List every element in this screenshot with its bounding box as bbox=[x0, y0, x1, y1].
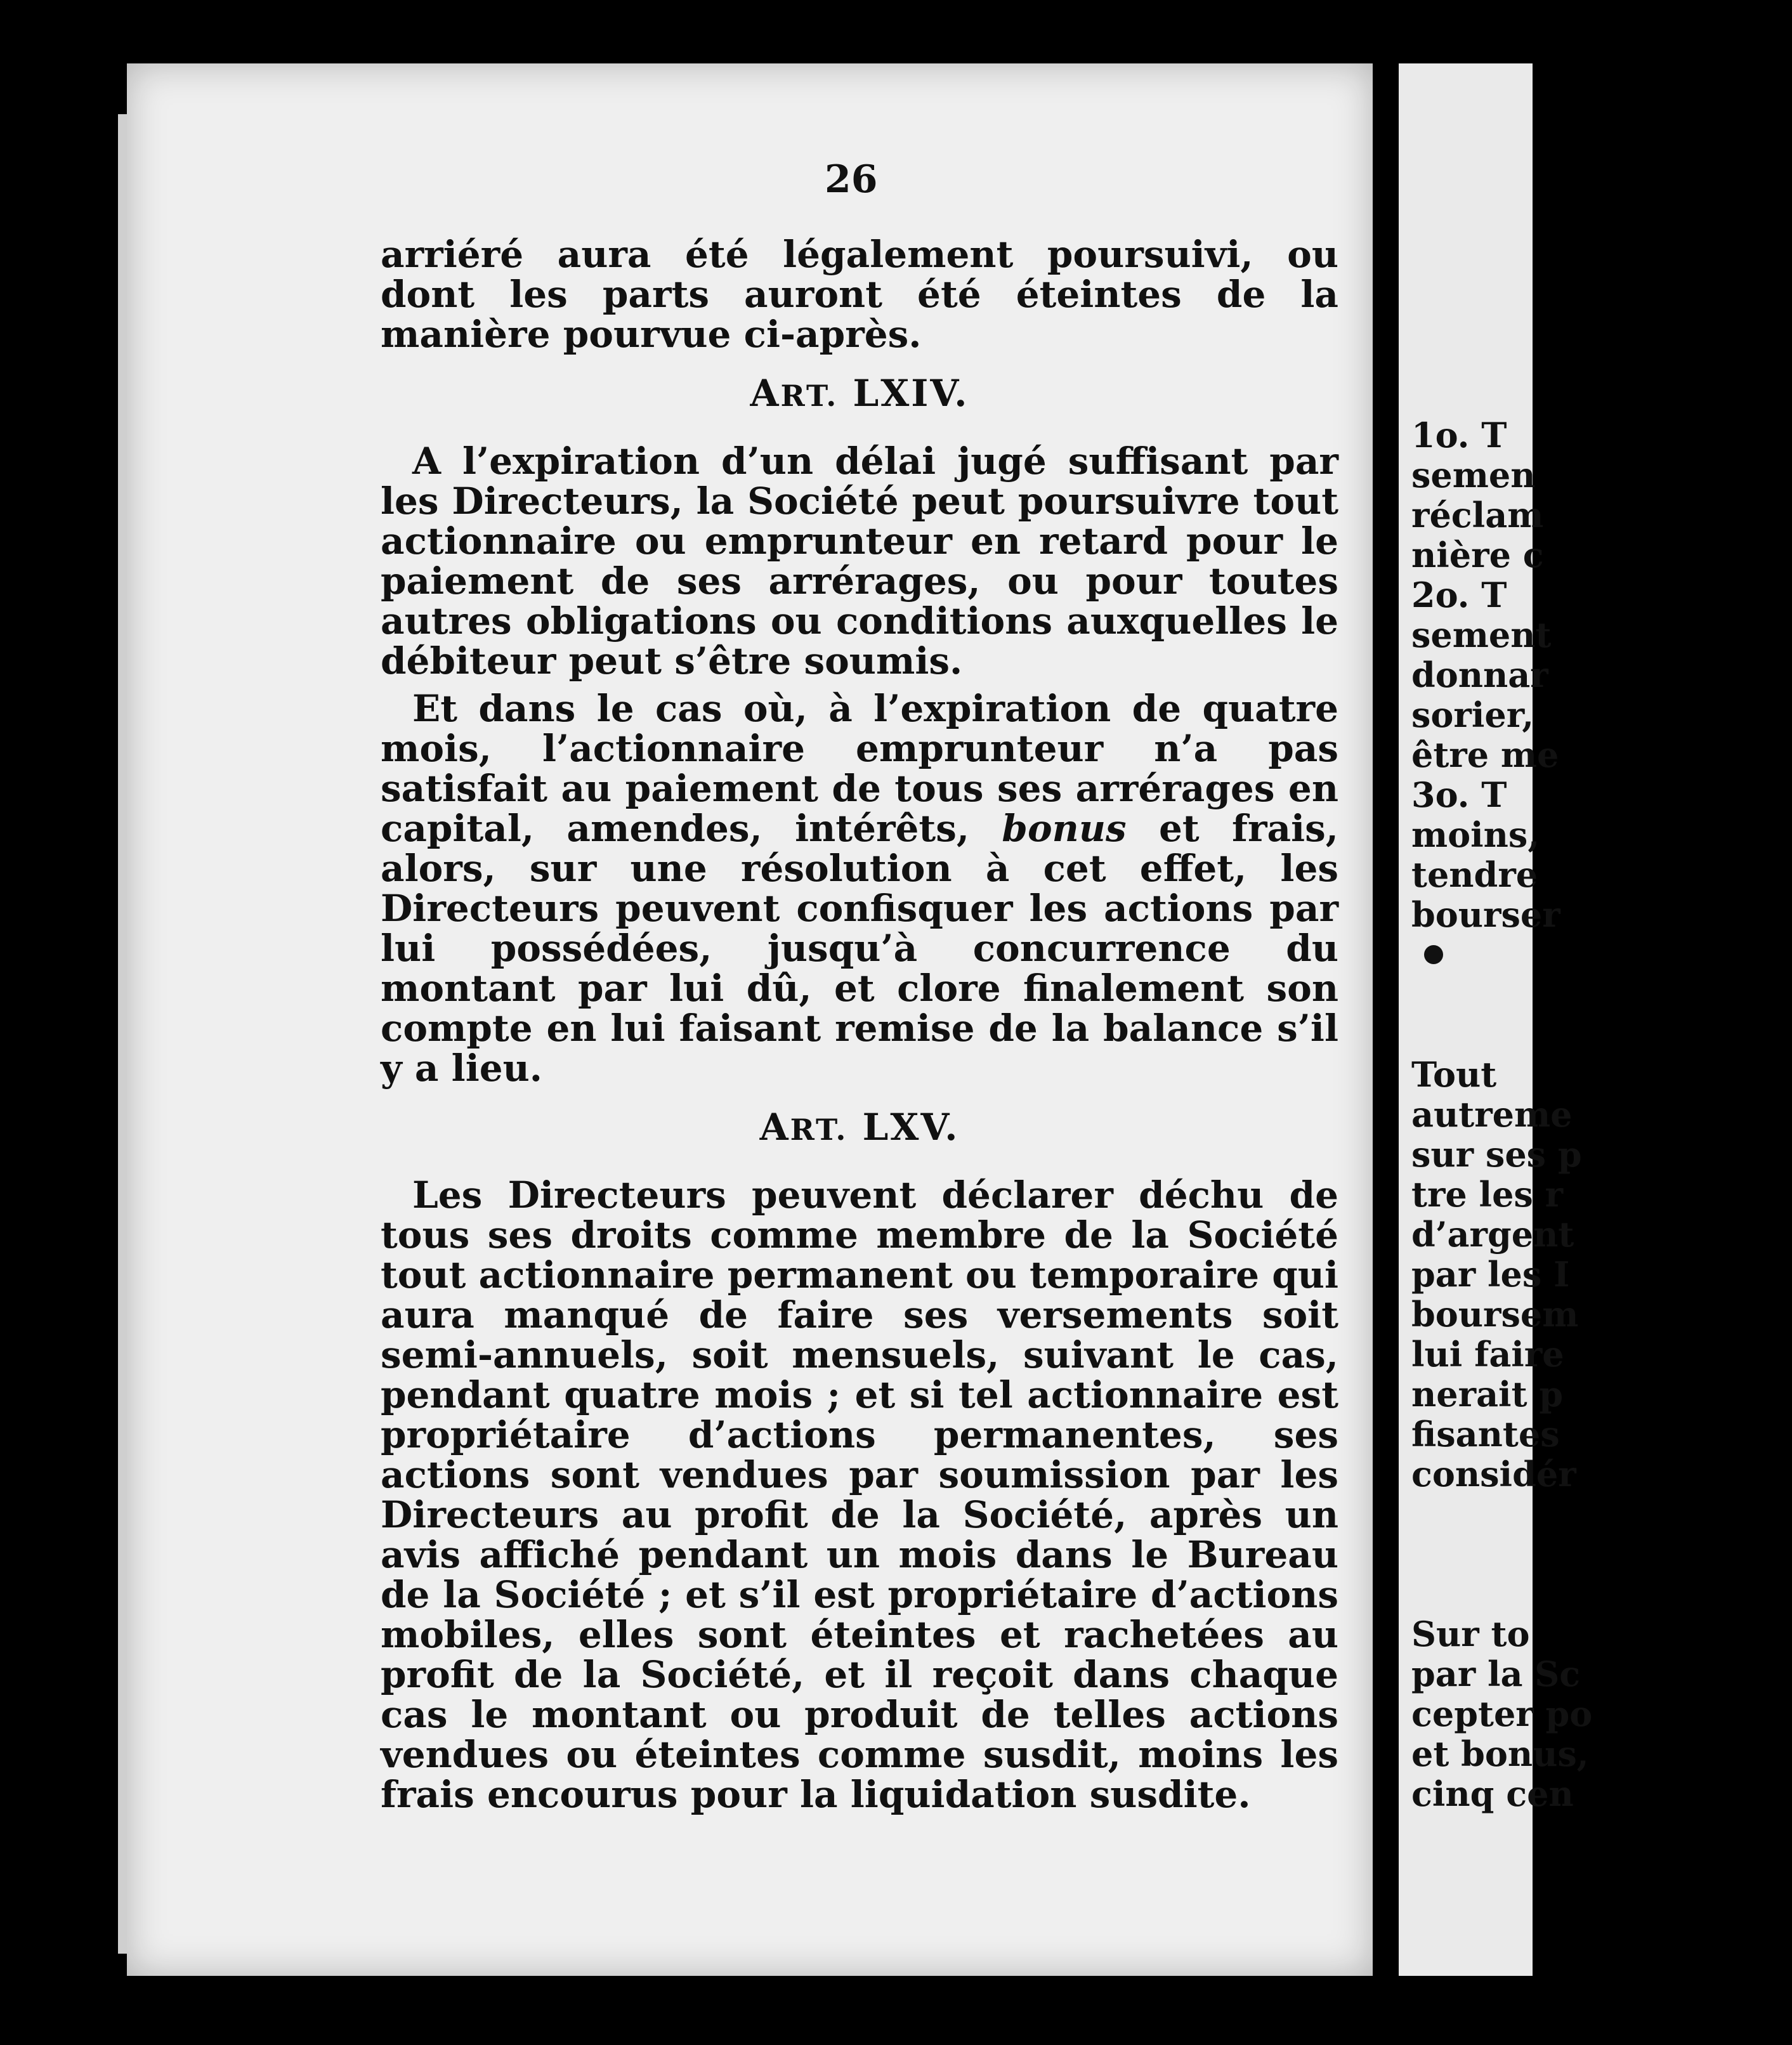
right-page-line: cepter po bbox=[1411, 1694, 1593, 1734]
right-page-line: bourser bbox=[1411, 894, 1560, 935]
article-heading-65: ART. LXV. bbox=[759, 1106, 960, 1149]
right-page-line: sorier, bbox=[1411, 695, 1534, 735]
italic-bonus: bonus bbox=[1002, 807, 1127, 850]
article-65-paragraph-1: Les Directeurs peuvent déclarer déchu de tous ses droits comme membre de la Société tout actionnaire permanent ou temporaire qui aura manqué de faire ses versements soit semi-annuels, soit mensuels, suivant le cas, pendant quatre mois ; et si tel actionnaire est propriétaire d’actions permanentes, ses actions sont vendues par soumission par les Directeurs au profit de la Société, après un avis affiché pendant un mois dans le Bureau de la Société ; et s’il est propriétaire d’actions mobiles, elles sont éteintes et rachetées au profit de la Société, et il reçoit dans chaque cas le montant ou produit de telles actions vendues ou éteintes comme susdit, moins les frais encourus pour la liquidation susdite. bbox=[381, 1173, 1338, 1816]
article-heading-64: ART. LXIV. bbox=[750, 372, 969, 415]
right-page-line bbox=[1411, 1015, 1792, 1055]
right-page-line: tendre bbox=[1411, 854, 1538, 895]
opening-paragraph: arriéré aura été légalement poursuivi, ou dont les parts auront été éteintes de la manière pourvue ci-après. bbox=[381, 233, 1338, 356]
right-page-line: fisantes bbox=[1411, 1414, 1560, 1454]
article-64-paragraph-1: A l’expiration d’un délai jugé suffisant par les Directeurs, la Société peut poursuivre tout actionnaire ou emprunteur en retard pour le paiement de ses arrérages, ou pour toutes autres obligations ou conditions auxquelles le débiteur peut s’être soumis. bbox=[381, 440, 1338, 683]
right-page-line: considér bbox=[1411, 1454, 1576, 1494]
right-page-line: sement bbox=[1411, 615, 1552, 655]
right-page-line bbox=[1411, 935, 1792, 975]
right-page-line: boursem bbox=[1411, 1294, 1579, 1335]
left-page-text bbox=[381, 235, 1338, 1822]
article-64-paragraph-2: Et dans le cas où, à l’expiration de quatre mois, l’actionnaire emprunteur n’a pas satisfait au paiement de tous ses arrérages en capital, amendes, intérêts, bonus et frais, alors, sur une résolution à cet effet, les Directeurs peuvent confisquer les actions par lui possédées, jusqu’à concurrence du montant par lui dû, et clore finalement son compte en lui faisant remise de la balance s’il y a lieu. bbox=[381, 687, 1338, 1090]
right-page-line: cinq cen bbox=[1411, 1774, 1574, 1814]
right-page-line bbox=[1411, 1494, 1792, 1534]
right-page bbox=[1399, 63, 1593, 1976]
right-page-line: par les I bbox=[1411, 1254, 1570, 1295]
page-number: 26 bbox=[825, 157, 878, 202]
right-page-line bbox=[1411, 975, 1792, 1015]
right-page-line: semen bbox=[1411, 455, 1536, 495]
right-page-line: être me bbox=[1411, 735, 1559, 775]
right-page-line: autreme bbox=[1411, 1094, 1573, 1135]
right-page-line: 1o. T bbox=[1411, 415, 1507, 455]
right-page-line: sur ses p bbox=[1411, 1134, 1582, 1175]
right-page-line: donnar bbox=[1411, 655, 1548, 695]
right-page-line: nière c bbox=[1411, 535, 1544, 575]
ink-dot-mark bbox=[1424, 945, 1443, 964]
right-page-line: 3o. T bbox=[1411, 774, 1507, 815]
right-page-line bbox=[1411, 1534, 1792, 1574]
right-page-line: réclam bbox=[1411, 495, 1544, 535]
right-page-line: tre les r bbox=[1411, 1174, 1564, 1215]
right-page-line: lui faire bbox=[1411, 1334, 1564, 1375]
right-page-line: moins, bbox=[1411, 814, 1540, 855]
right-page-line: et bonus, bbox=[1411, 1734, 1589, 1774]
right-page-line: nerait p bbox=[1411, 1374, 1564, 1415]
right-page-text bbox=[1411, 415, 1792, 1814]
right-page-line bbox=[1411, 1574, 1792, 1614]
right-page-line: Sur to bbox=[1411, 1614, 1530, 1654]
right-page-line: d’argent bbox=[1411, 1214, 1574, 1255]
right-page-line: par la Sc bbox=[1411, 1654, 1581, 1694]
right-page-line: 2o. T bbox=[1411, 575, 1507, 615]
right-page-line: Tout bbox=[1411, 1054, 1497, 1095]
